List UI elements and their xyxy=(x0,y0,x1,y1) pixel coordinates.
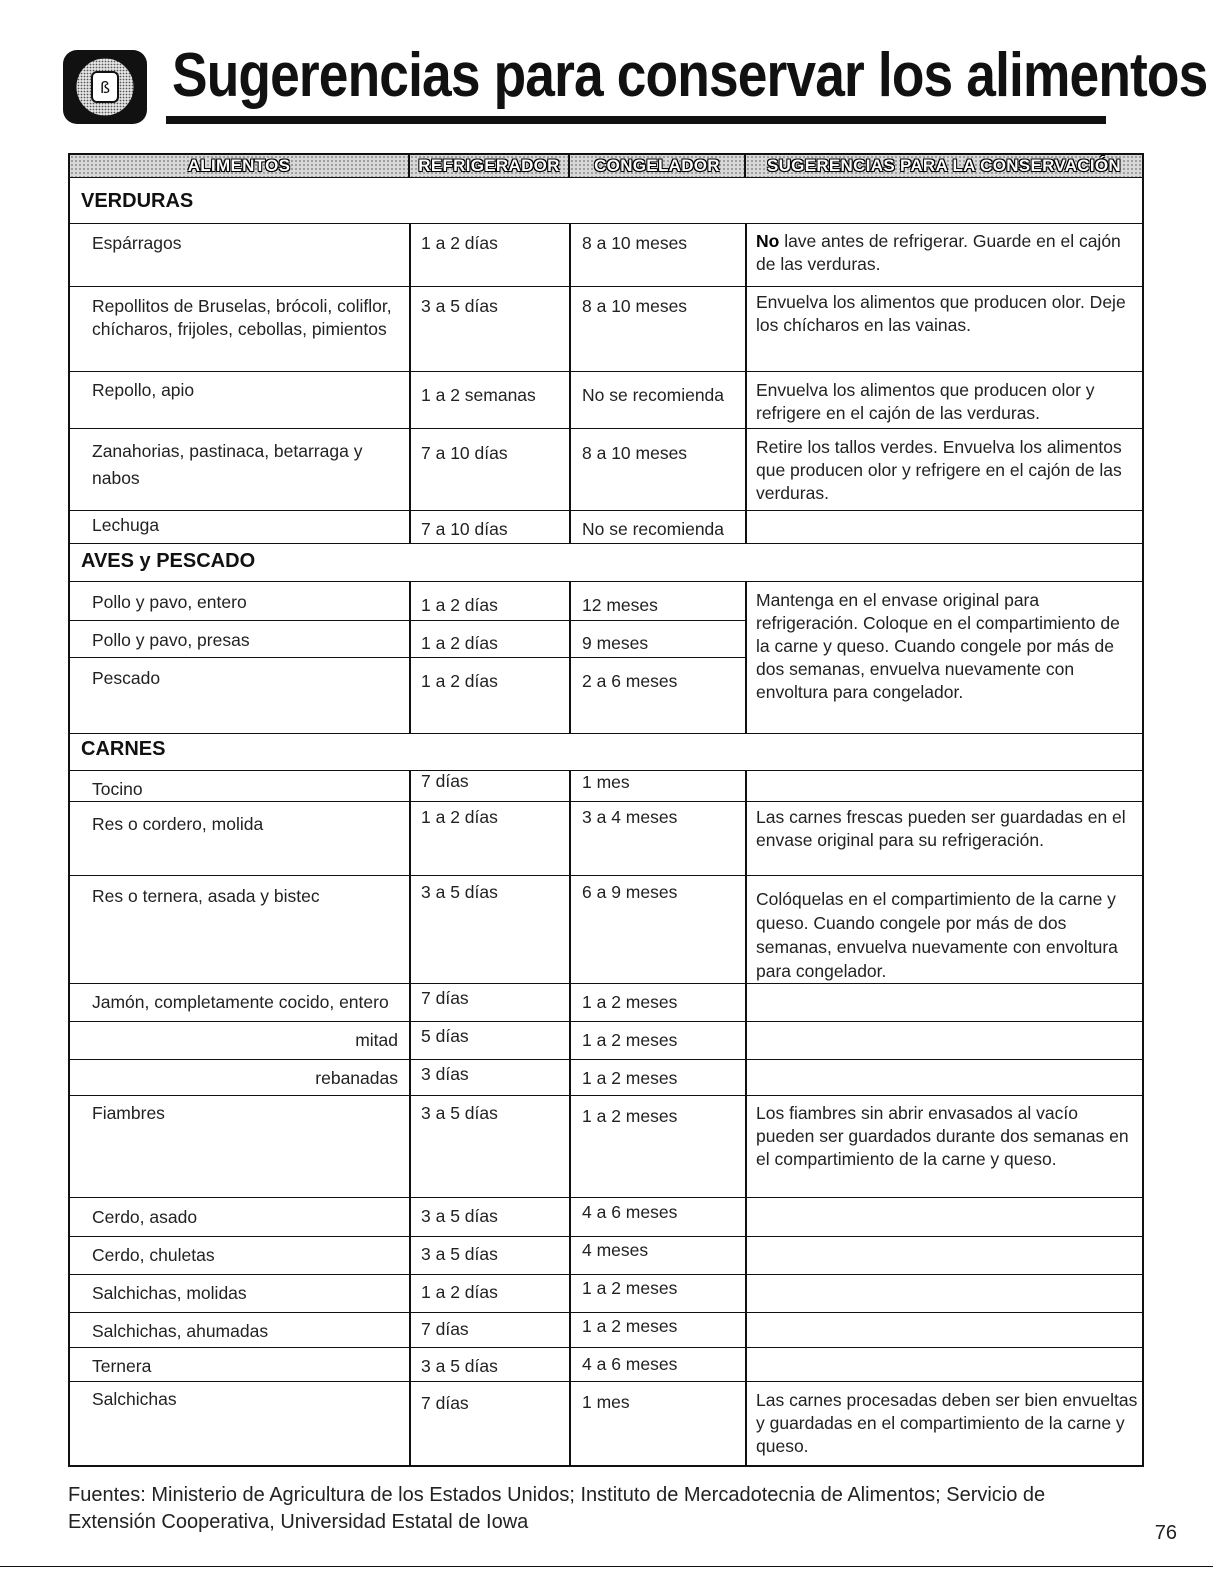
section-carnes: CARNES xyxy=(81,738,166,760)
freezer-time: 4 a 6 meses xyxy=(582,1202,678,1222)
header-refrigerador: REFRIGERADOR xyxy=(418,156,560,175)
page-title: Sugerencias para conservar los alimentos xyxy=(172,41,1208,110)
food-name: Zanahorias, pastinaca, betarraga y nabos xyxy=(92,441,363,488)
freezer-time: 1 a 2 meses xyxy=(582,1316,678,1336)
storage-tip xyxy=(756,230,1134,276)
food-name: Cerdo, asado xyxy=(92,1207,198,1227)
freezer-time: 1 mes xyxy=(582,772,630,792)
section-verduras: VERDURAS xyxy=(81,190,194,212)
fridge-time: 5 días xyxy=(421,1026,469,1046)
tip-text: lave antes de refrigerar. Guarde en el cajón de las verduras. xyxy=(756,231,1121,274)
svg-text:ß: ß xyxy=(99,78,111,97)
storage-tip: Envuelva los alimentos que producen olor. Deje los chícharos en las vainas. xyxy=(756,292,1126,335)
freezer-time: 6 a 9 meses xyxy=(582,882,678,902)
food-name: Jamón, completamente cocido, entero xyxy=(92,992,389,1012)
freezer-time: 1 a 2 meses xyxy=(582,1068,678,1088)
fridge-time: 3 a 5 días xyxy=(421,1206,498,1226)
storage-tip: Envuelva los alimentos que producen olor y refrigere en el cajón de las verduras. xyxy=(756,380,1095,423)
fridge-time: 7 días xyxy=(421,771,469,791)
food-name: Res o ternera, asada y bistec xyxy=(92,886,320,906)
fridge-time: 3 a 5 días xyxy=(421,1356,498,1376)
fridge-time: 7 a 10 días xyxy=(421,443,508,463)
food-name: Espárragos xyxy=(92,233,182,253)
freezer-time: 1 a 2 meses xyxy=(582,1030,678,1050)
food-name: Ternera xyxy=(92,1356,152,1376)
freezer-time: 1 a 2 meses xyxy=(582,992,678,1012)
freezer-time: 2 a 6 meses xyxy=(582,671,678,691)
fridge-time: 1 a 2 días xyxy=(421,807,498,827)
fridge-time: 7 días xyxy=(421,1319,469,1339)
fridge-time: 1 a 2 días xyxy=(421,233,498,253)
table-header xyxy=(70,155,1142,177)
storage-tip: Colóquelas en el compartimiento de la carne y queso. Cuando congele por más de dos semanas, envuelva nuevamente con envoltura para congelador. xyxy=(756,889,1118,981)
food-name: Tocino xyxy=(92,779,143,799)
fridge-time: 1 a 2 semanas xyxy=(421,385,536,405)
header-alimentos: ALIMENTOS xyxy=(187,156,291,175)
header-congelador: CONGELADOR xyxy=(594,156,720,175)
freezer-time: 8 a 10 meses xyxy=(582,233,688,253)
freezer-time: No se recomienda xyxy=(582,519,725,539)
fridge-time: 1 a 2 días xyxy=(421,1282,498,1302)
food-name: Pollo y pavo, presas xyxy=(92,630,250,650)
food-name: Repollo, apio xyxy=(92,380,195,400)
storage-tip: Retire los tallos verdes. Envuelva los alimentos que producen olor y refrigere en el cajón de las verduras. xyxy=(756,437,1122,503)
freezer-time: 3 a 4 meses xyxy=(582,807,678,827)
food-name: Salchichas, ahumadas xyxy=(92,1321,269,1341)
bottom-rule xyxy=(0,1566,1213,1567)
freezer-time: 8 a 10 meses xyxy=(582,296,688,316)
freezer-time: 4 a 6 meses xyxy=(582,1354,678,1374)
fridge-time: 1 a 2 días xyxy=(421,633,498,653)
fridge-time: 3 a 5 días xyxy=(421,296,498,316)
page-header xyxy=(62,41,1208,130)
freezer-time: 1 a 2 meses xyxy=(582,1106,678,1126)
food-name: Cerdo, chuletas xyxy=(92,1245,215,1265)
freezer-time: 4 meses xyxy=(582,1240,649,1260)
section-aves-pescado: AVES y PESCADO xyxy=(81,550,256,572)
tip-emphasis: No xyxy=(756,231,780,251)
page-number: 76 xyxy=(1154,1522,1177,1544)
fridge-time: 1 a 2 días xyxy=(421,595,498,615)
refrigerator-tip-icon xyxy=(62,48,148,126)
food-name: Repollitos de Bruselas, brócoli, coliflor, chícharos, frijoles, cebollas, pimientos xyxy=(92,296,392,339)
storage-tip: Las carnes frescas pueden ser guardadas en el envase original para su refrigeración. xyxy=(756,807,1126,850)
freezer-time: 1 mes xyxy=(582,1392,630,1412)
freezer-time: 9 meses xyxy=(582,633,649,653)
food-storage-table xyxy=(68,153,1144,1467)
fridge-time: 7 días xyxy=(421,988,469,1008)
sources-footnote: Fuentes: Ministerio de Agricultura de los Estados Unidos; Instituto de Mercadotecnia de Alimentos; Servicio de Extensión Cooperativa, Universidad Estatal de Iowa xyxy=(68,1484,1046,1533)
fridge-time: 1 a 2 días xyxy=(421,671,498,691)
freezer-time: 1 a 2 meses xyxy=(582,1278,678,1298)
fridge-time: 7 a 10 días xyxy=(421,519,508,539)
food-name: Pescado xyxy=(92,668,161,688)
freezer-time: 8 a 10 meses xyxy=(582,443,688,463)
food-name: rebanadas xyxy=(315,1068,398,1088)
food-name: mitad xyxy=(355,1030,398,1050)
freezer-time: No se recomienda xyxy=(582,385,725,405)
fridge-time: 3 a 5 días xyxy=(421,1103,498,1123)
food-name: Salchichas, molidas xyxy=(92,1283,247,1303)
food-name: Salchichas xyxy=(92,1389,177,1409)
food-name: Pollo y pavo, entero xyxy=(92,592,247,612)
food-name: Lechuga xyxy=(92,515,160,535)
title-underline xyxy=(166,116,1106,124)
fridge-time: 3 a 5 días xyxy=(421,1244,498,1264)
fridge-time: 7 días xyxy=(421,1393,469,1413)
storage-tip: Las carnes procesadas deben ser bien envueltas y guardadas en el compartimiento de la carne y queso. xyxy=(756,1390,1138,1456)
fridge-time: 3 días xyxy=(421,1064,469,1084)
storage-tip: Los fiambres sin abrir envasados al vacío pueden ser guardados durante dos semanas en el compartimiento de la carne y queso. xyxy=(756,1103,1129,1169)
header-sugerencias: SUGERENCIAS PARA LA CONSERVACIÓN xyxy=(766,156,1122,175)
fridge-time: 3 a 5 días xyxy=(421,882,498,902)
food-name: Res o cordero, molida xyxy=(92,814,264,834)
freezer-time: 12 meses xyxy=(582,595,658,615)
food-name: Fiambres xyxy=(92,1103,165,1123)
storage-tip: Mantenga en el envase original para refrigeración. Coloque en el compartimiento de la carne y queso. Cuando congele por más de dos semanas, envuelva nuevamente con envoltura para congelador. xyxy=(756,590,1120,702)
